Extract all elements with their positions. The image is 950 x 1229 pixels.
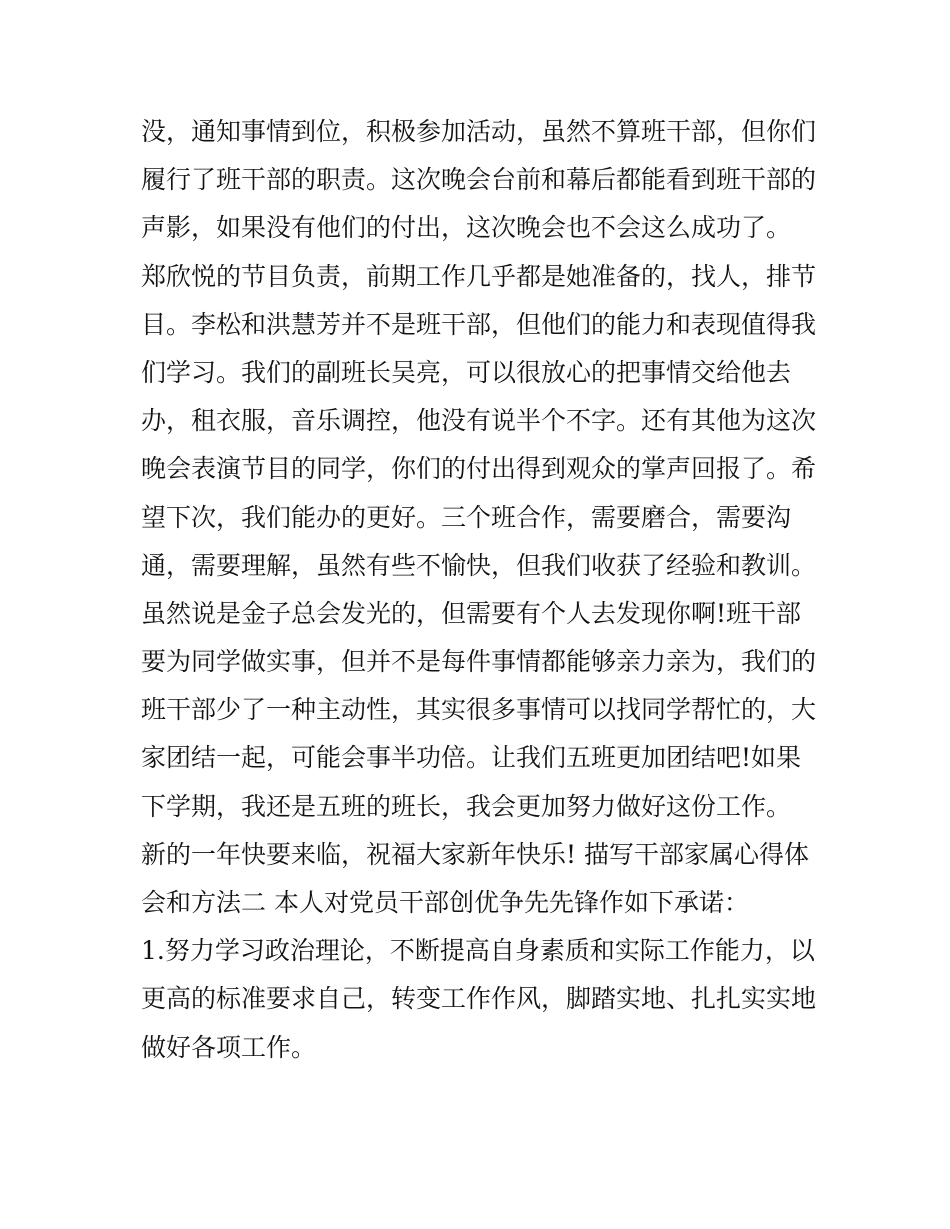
text-line: 办，租衣服，音乐调控，他没有说半个不字。还有其他为这次 (141, 406, 817, 436)
text-line: 声影，如果没有他们的付出，这次晚会也不会这么成功了。 (141, 213, 792, 243)
text-line: 做好各项工作。 (141, 1032, 317, 1062)
text-line: 要为同学做实事，但并不是每件事情都能够亲力亲为，我们的 (141, 647, 817, 677)
body-text (141, 108, 821, 1072)
text-line: 郑欣悦的节目负责，前期工作几乎都是她准备的，找人，排节 (141, 261, 817, 291)
text-line: 没，通知事情到位，积极参加活动，虽然不算班干部，但你们 (141, 117, 817, 146)
text-line: 晚会表演节目的同学，你们的付出得到观众的掌声回报了。希 (141, 454, 817, 484)
text-line: 1.努力学习政治理论，不断提高自身素质和实际工作能力，以 (141, 936, 815, 966)
text-line: 通，需要理解，虽然有些不愉快，但我们收获了经验和教训。 (141, 550, 817, 580)
text-line: 目。李松和洪慧芳并不是班干部，但他们的能力和表现值得我 (141, 309, 817, 339)
text-line: 更高的标准要求自己，转变工作作风，脚踏实地、扎扎实实地 (141, 984, 817, 1014)
text-line: 会和方法二 本人对党员干部创优争先先锋作如下承诺： (141, 888, 749, 917)
text-line: 们学习。我们的副班长吴亮，可以很放心的把事情交给他去 (141, 357, 792, 387)
text-line: 班干部少了一种主动性，其实很多事情可以找同学帮忙的，大 (141, 695, 817, 725)
text-line: 望下次，我们能办的更好。三个班合作，需要磨合，需要沟 (141, 502, 792, 532)
text-line: 家团结一起，可能会事半功倍。让我们五班更加团结吧!如果 (141, 743, 802, 773)
text-line: 下学期，我还是五班的班长，我会更加努力做好这份工作。 (141, 791, 792, 821)
text-line: 虽然说是金子总会发光的，但需要有个人去发现你啊!班干部 (141, 598, 802, 628)
text-line: 履行了班干部的职责。这次晚会台前和幕后都能看到班干部的 (141, 165, 817, 195)
text-line: 新的一年快要来临，祝福大家新年快乐! 描写干部家属心得体 (141, 839, 809, 869)
